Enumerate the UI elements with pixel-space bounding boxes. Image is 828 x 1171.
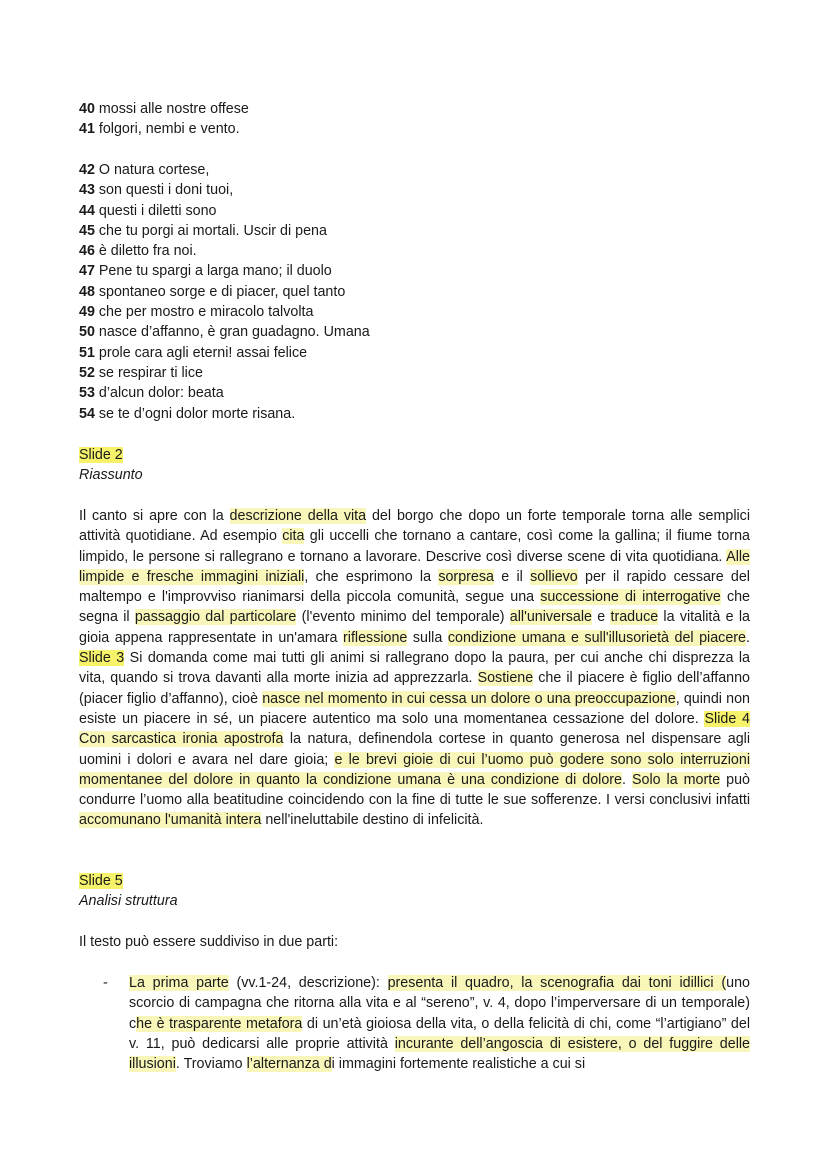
highlighted-text: sollievo [530,568,578,585]
text-run: per il rapido cessare del maltempo e l'improvviso rianimarsi della piccola comunità, segue una [79,568,750,606]
poem-verse [79,302,759,322]
slide-2-title: Slide 2 [79,447,123,463]
highlighted-text: he è trasparente metafora [136,1015,303,1032]
verse-number: 44 [79,202,95,219]
summary-paragraph [79,506,750,831]
verse-text: che per mostro e miracolo talvolta [94,304,314,321]
slide-2-heading [79,445,750,486]
verse-number: 46 [79,243,95,260]
verse-number: 54 [79,405,95,422]
verse-text: nasce d’affanno, è gran guadagno. Umana [94,324,370,341]
highlighted-text: Alle limpide e fresche immagini iniziali [79,548,750,585]
highlighted-text: successione di interrogative [540,589,721,606]
highlighted-text: La prima parte [129,975,229,991]
text-run: che segna il [79,589,750,626]
text-run: del borgo che dopo un forte temporale torna alle semplici attività quotidiane. Ad esempio [79,508,750,545]
poem-verse [79,241,759,261]
text-run: Il canto si apre con la [79,508,230,524]
text-run: nell'ineluttabile destino di infelicità. [261,812,484,829]
poem-verse [79,221,759,241]
poem-verses-40-41 [79,99,759,140]
verse-number: 40 [79,101,95,117]
highlighted-text: e le brevi gioie di cui l’uomo può godere sono solo interruzioni momentanee del dolore in quanto la condizione umana è una condizione di dolore [79,751,751,788]
slide-5-title: Slide 5 [79,873,123,889]
text-run: i immagini fortemente realistiche a cui si [331,1056,586,1073]
text-run: e il [493,568,531,585]
highlighted-text: Solo la morte [631,771,721,788]
text-run: . [622,771,632,788]
poem-verse [79,343,759,363]
highlighted-text: condizione umana e sull'illusorietà del piacere [447,629,746,646]
slide-5-heading [79,871,750,912]
verse-text: è diletto fra noi. [94,243,197,260]
text-run: che il piacere è figlio dell’affanno (piacer figlio d’affanno), cioè [79,670,750,707]
verse-text: che tu porgi ai mortali. Uscir di pena [94,222,327,239]
poem-verse [79,404,759,424]
verse-number: 41 [79,121,95,138]
inline-slide-marker: Slide 4 [704,710,751,727]
verse-text: se te d’ogni dolor morte risana. [94,405,296,422]
text-run: la vitalità e la gioia appena rappresentate in un'amara [79,609,750,646]
highlighted-text: Sostiene [477,670,534,687]
poem-verse [79,322,759,342]
verse-number: 53 [79,385,95,402]
verse-number: 51 [79,344,95,361]
verse-number: 49 [79,304,95,321]
slide-2-subtitle: Riassunto [79,467,143,484]
verse-text: Pene tu spargi a larga mano; il duolo [94,263,332,280]
text-run: di un’età gioiosa della vita, o della felicità di chi, come “l’artigiano” del v. 11, può dedicarsi alle proprie attività [129,1015,751,1052]
verse-text: spontaneo sorge e di piacer, quel tanto [94,283,346,300]
verse-number: 47 [79,263,95,280]
verse-text: son questi i doni tuoi, [94,182,234,199]
text-run: la natura, definendola cortese in quanto generosa nel dispensare agli uomini i dolori e avara nel dare gioia; [79,731,750,768]
text-run: Si domanda come mai tutti gli animi si rallegrano dopo la paura, per cui anche chi disprezza la vita, quando si trova davanti alla morte inizia ad apprezzarla. [79,650,751,687]
poem-verse [79,201,759,221]
slide-5-subtitle: Analisi struttura [79,893,178,910]
verse-text: mossi alle nostre offese [94,101,249,117]
verse-number: 45 [79,222,95,239]
verse-text: d’alcun dolor: beata [94,385,224,402]
poem-verse [79,160,759,180]
poem-verse [79,180,759,200]
verse-number: 43 [79,182,95,199]
list-bullet: - [103,975,108,991]
text-run: può condurre l’uomo alla beatitudine coincidendo con la fine di tutte le sue sofferenze. I versi conclusivi infatti [79,771,751,809]
text-run: sulla [407,629,448,646]
highlighted-text: riflessione [343,629,408,646]
text-run: (l'evento minimo del temporale) [296,609,510,626]
highlighted-text: passaggio dal particolare [134,609,297,626]
poem-verse [79,383,759,403]
poem-verses-42-54 [79,160,759,424]
poem-verse [79,282,759,302]
text-run: (vv.1-24, descrizione): [228,975,388,991]
highlighted-text: descrizione della vita [229,508,367,524]
verse-text: prole cara agli eterni! assai felice [94,344,308,361]
first-part-list-item [129,973,750,1074]
highlighted-text: l’alternanza d [246,1056,332,1073]
highlighted-text: incurante dell’angoscia di esistere, o del fuggire delle illusioni [129,1035,750,1073]
structure-intro: Il testo può essere suddiviso in due parti: [79,934,339,950]
highlighted-text: all'universale [509,609,592,626]
text-run: gli uccelli che tornano a cantare, così come la gallina; il fiume torna limpido, le persone si rallegrano e tornano a lavorare. Descrive così diverse scene di vita quotidiana. [79,528,750,565]
verse-text: questi i diletti sono [94,202,217,219]
highlighted-text: traduce [610,609,659,626]
text-run: e [592,609,611,626]
inline-slide-marker: Slide 3 [79,650,125,667]
text-run: , quindi non esiste un piacere in sé, un piacere autentico ma solo una momentanea cessazione del dolore. [79,690,750,727]
highlighted-text: accomunano l'umanità intera [79,812,262,829]
highlighted-text: sorpresa [438,568,494,585]
text-run: . [746,629,750,646]
verse-number: 50 [79,324,95,341]
verse-text: folgori, nembi e vento. [94,121,240,138]
highlighted-text: cita [282,528,305,545]
verse-number: 52 [79,364,95,381]
verse-text: se respirar ti lice [94,364,203,381]
poem-verse [79,99,759,119]
highlighted-text: nasce nel momento in cui cessa un dolore o una preoccupazione [262,690,676,707]
verse-number: 42 [79,162,95,178]
text-run: uno scorcio di campagna che ritorna alla vita e al “sereno”, v. 4, dopo l’imperversare di un temporale) c [129,975,750,1032]
poem-verse [79,363,759,383]
verse-number: 48 [79,283,95,300]
highlighted-text: Con sarcastica ironia apostrofa [79,731,284,748]
text-run: . Troviamo [175,1056,247,1073]
poem-verse [79,261,759,281]
highlighted-text: presenta il quadro, la scenografia dai toni idillici ( [387,975,727,991]
text-run: , che esprimono la [304,568,439,585]
poem-verse [79,119,759,139]
verse-text: O natura cortese, [94,162,210,178]
